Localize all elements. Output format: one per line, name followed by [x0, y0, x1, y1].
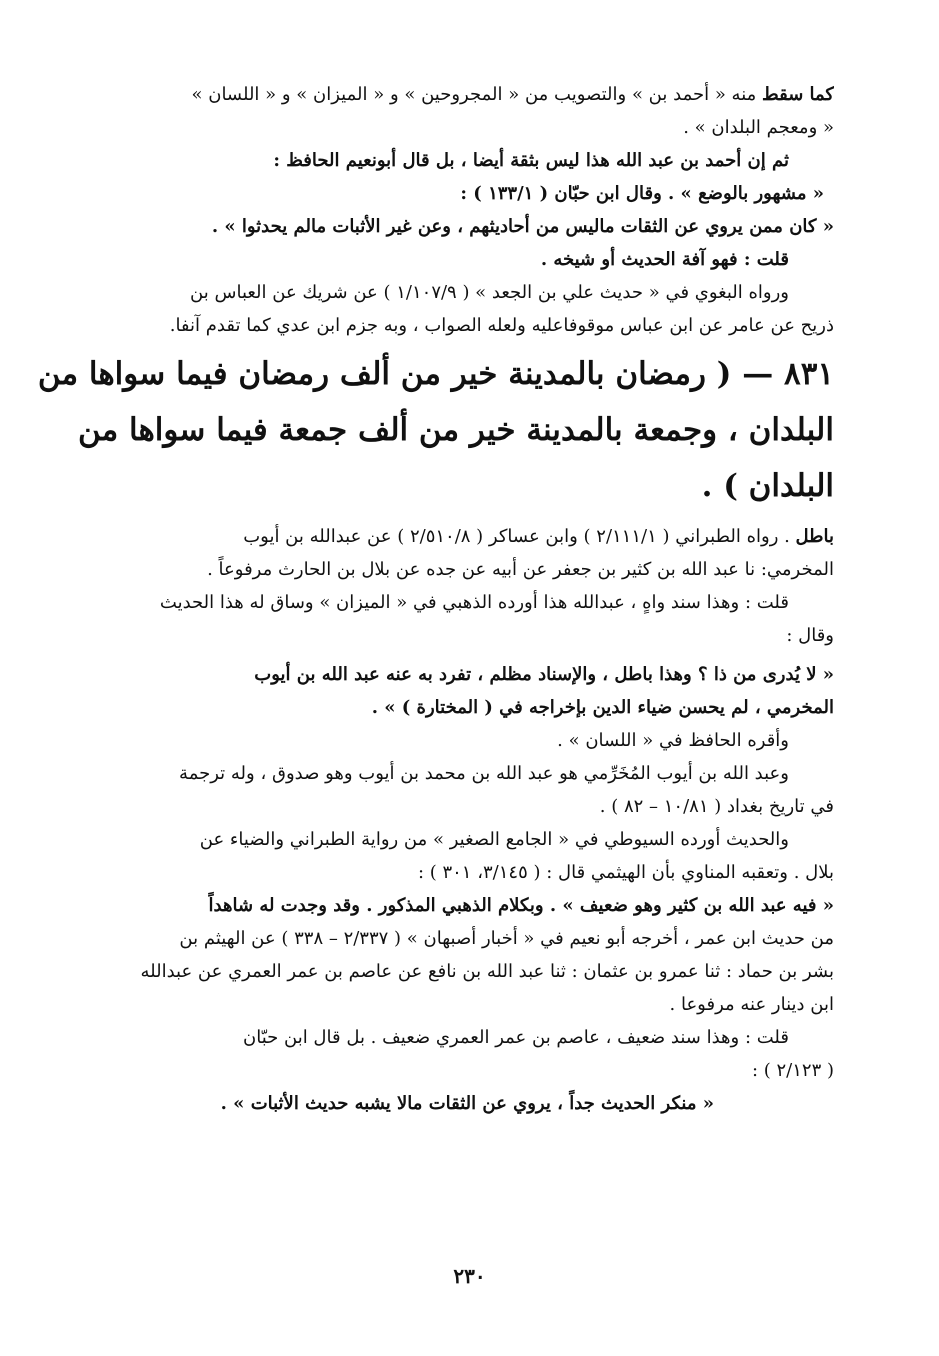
text-line: قلت : وهذا سند ضعيف ، عاصم بن عمر العمري ضعيف . بل قال ابن حبّان [243, 1027, 789, 1048]
heading-line: ٨٣١ — ( رمضان بالمدينة خير من ألف رمضان فيما سواها من [37, 356, 834, 392]
text-line: ( ٢/١٢٣ ) : [751, 1060, 834, 1081]
text-line: ذريح عن عامر عن ابن عباس موقوفاعليه ولعله الصواب ، وبه جزم ابن عدي كما تقدم آنفا. [169, 315, 834, 336]
text-line: كما سقط منه « أحمد بن » والتصويب من « المجروحين » و « الميزان » و « اللسان » [191, 84, 834, 105]
text-line: وعبد الله بن أيوب المُخَرِّمي هو عبد الله بن محمد بن أيوب وهو صدوق ، وله ترجمة [179, 763, 789, 784]
text-line: المخرمي ، لم يحسن ضياء الدين بإخراجه في ( المختارة ) » . [371, 697, 834, 718]
text-line: المخرمي: نا عبد الله بن كثير بن جعفر عن أبيه عن جده عن بلال بن الحارث مرفوعاً . [207, 559, 834, 580]
page-content [37, 78, 834, 1316]
text-line: « كان ممن يروي عن الثقات ماليس من أحاديثهم ، وعن غير الأثبات مالم يحدثوا » . [211, 216, 834, 237]
heading-line: البلدان ) . [701, 468, 834, 504]
text-line: من حديث ابن عمر ، أخرجه أبو نعيم في « أخبار أصبهان » ( ٢/٣٣٧ – ٣٣٨ ) عن الهيثم بن [179, 928, 834, 949]
page-number: ٢٣٠ [453, 1264, 486, 1288]
heading-line: البلدان ، وجمعة بالمدينة خير من ألف جمعة فيما سواها من [78, 412, 834, 448]
text-line: قلت : فهو آفة الحديث أو شيخه . [540, 249, 789, 270]
text-line: وأقره الحافظ في « اللسان » . [557, 730, 789, 751]
text-line: « ومعجم البلدان » . [683, 117, 834, 138]
text-line: « منكر الحديث جداً ، يروي عن الثقات مالا يشبه حديث الأثبات » . [220, 1093, 714, 1114]
text-line: بلال . وتعقبه المناوي بأن الهيثمي قال : ( ٣/١٤٥، ٣٠١ ) : [417, 862, 834, 883]
hadith-heading [37, 346, 834, 514]
text-line: ابن دينار عنه مرفوعا . [669, 994, 834, 1015]
text-line: ورواه البغوي في « حديث علي بن الجعد » ( ١/١٠٧/٩ ) عن شريك عن العباس بن [190, 282, 789, 303]
text-line: والحديث أورده السيوطي في « الجامع الصغير » من رواية الطبراني والضياء عن [199, 829, 789, 850]
text-line: قلت : وهذا سند واهٍ ، عبدالله هذا أورده الذهبي في « الميزان » وساق له هذا الحديث [159, 592, 789, 613]
text-line: باطل . رواه الطبراني ( ٢/١١١/١ ) وابن عساكر ( ٢/٥١٠/٨ ) عن عبدالله بن أيوب [243, 526, 834, 547]
text-line: بشر بن حماد : ثنا عمرو بن عثمان : ثنا عبد الله بن نافع عن عاصم بن عمر العمري عن عبدالله [140, 961, 834, 982]
text-line: في تاريخ بغداد ( ١٠/٨١ – ٨٢ ) . [599, 796, 834, 817]
text-line: « لا يُدرى من ذا ؟ وهذا باطل ، والإسناد مظلم ، تفرد به عنه عبد الله بن أيوب [254, 664, 834, 685]
text-line: وقال : [786, 625, 834, 646]
text-line: « فيه عبد الله بن كثير وهو ضعيف » . وبكلام الذهبي المذكور . وقد وجدت له شاهداً [208, 895, 834, 916]
text-line: ثم إن أحمد بن عبد الله هذا ليس بثقة أيضا ، بل قال أبونعيم الحافظ : [273, 150, 789, 171]
text-line: « مشهور بالوضع » . وقال ابن حبّان ( ١٣٣/١ ) : [460, 183, 824, 204]
